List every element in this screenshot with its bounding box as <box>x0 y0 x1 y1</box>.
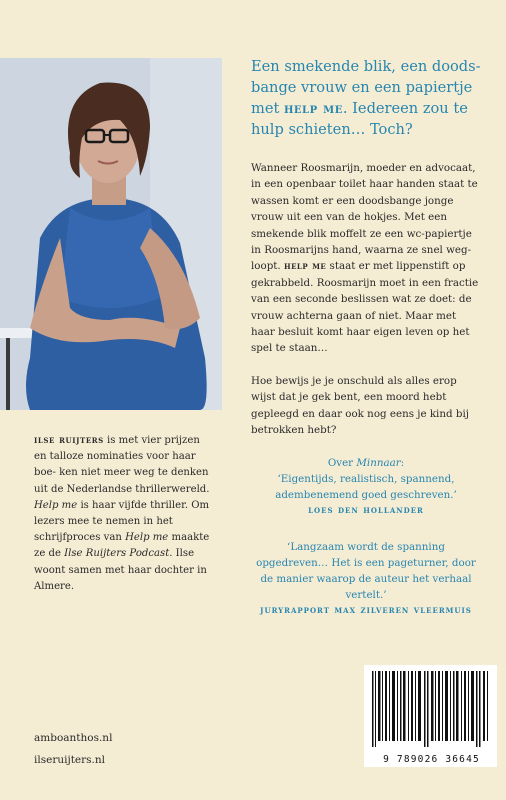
back-cover-text <box>251 56 481 619</box>
review-quote-1 <box>251 455 481 519</box>
headline <box>251 56 481 140</box>
isbn-number: 9 789026 36645 <box>383 754 480 765</box>
bio-text-4: . Ilse woont samen met haar dochter in Almere. <box>34 548 207 592</box>
bio-line-1: is met vier prijzen <box>103 435 200 446</box>
website-links <box>34 727 112 771</box>
review-quote-2 <box>251 539 481 619</box>
blurb-p1-a: Wanneer Roosmarijn, moeder en advocaat, in een openbaar toilet haar handen staat te wassen komt er een doodsbange jonge vrouw uit een van de hokjes. Met een smekende blik moffelt ze een wc-papiertje in Roosmarijns hand, waarna ze snel wegloopt. <box>251 162 478 273</box>
link-ilseruijters[interactable]: ilseruijters.nl <box>34 754 106 766</box>
blurb-help-me: help me <box>283 260 327 273</box>
quote-1-over: Over <box>327 456 357 469</box>
blurb-paragraph-1 <box>251 160 481 357</box>
author-photo <box>0 58 222 410</box>
bio-text-3: maakte ze de <box>34 532 210 560</box>
quote-1-source: loes den hollander <box>308 504 424 516</box>
link-amboanthos[interactable]: amboanthos.nl <box>34 732 113 744</box>
bio-book-title: Help me <box>34 499 78 511</box>
headline-part-2: . Iedereen zou te hulp schieten… Toch? <box>251 100 468 138</box>
quote-1-book: Minnaar <box>356 456 401 469</box>
blurb-p1-b: staat er met lippenstift op gekrabbeld. Roosmarijn moet in een fractie van een seconde beslissen wat ze doet: de vrouw achterna gaan of niet. Maar met haar besluit komt haar eigen leven op het spel te staan… <box>251 260 479 355</box>
bio-book-title-2: Help me <box>125 532 169 544</box>
bio-line-4: Nederlandse thrillerwereld. <box>66 483 210 495</box>
quote-1-colon: : <box>400 456 405 469</box>
bio-line-2: en talloze nominaties voor haar boe- <box>34 451 196 479</box>
barcode-bars-icon <box>364 665 497 751</box>
author-bio <box>34 433 214 595</box>
headline-part-1: Een smekende blik, een doodsbange vrouw en een papiertje met <box>251 58 481 117</box>
quote-1-text: ‘Eigentijds, realistisch, spannend, adembenemend goed geschreven.’ <box>275 472 457 501</box>
bio-text-2: is haar vijfde thriller. Om lezers mee te nemen in het schrijfproces van <box>34 499 210 544</box>
headline-help-me: help me <box>283 100 343 117</box>
bio-line-3: ken niet meer weg te denken uit de <box>34 467 209 495</box>
blurb <box>251 160 481 439</box>
quote-1-intro <box>251 455 481 471</box>
author-name: ilse ruijters <box>34 435 104 446</box>
quote-2-text: ‘Langzaam wordt de spanning opgedreven… Het is een pageturner, door de manier waarop de auteur het verhaal vertelt.’ <box>256 540 476 601</box>
blurb-paragraph-2: Hoe bewijs je je onschuld als alles erop wijst dat je gek bent, een moord hebt gepleegd en daar ook nog eens je kind bij betrokken hebt? <box>251 374 469 437</box>
isbn-barcode <box>364 665 497 767</box>
bio-podcast: Ilse Ruijters Podcast <box>64 548 170 560</box>
quote-2-source: juryrapport max zilveren vleermuis <box>260 604 472 616</box>
